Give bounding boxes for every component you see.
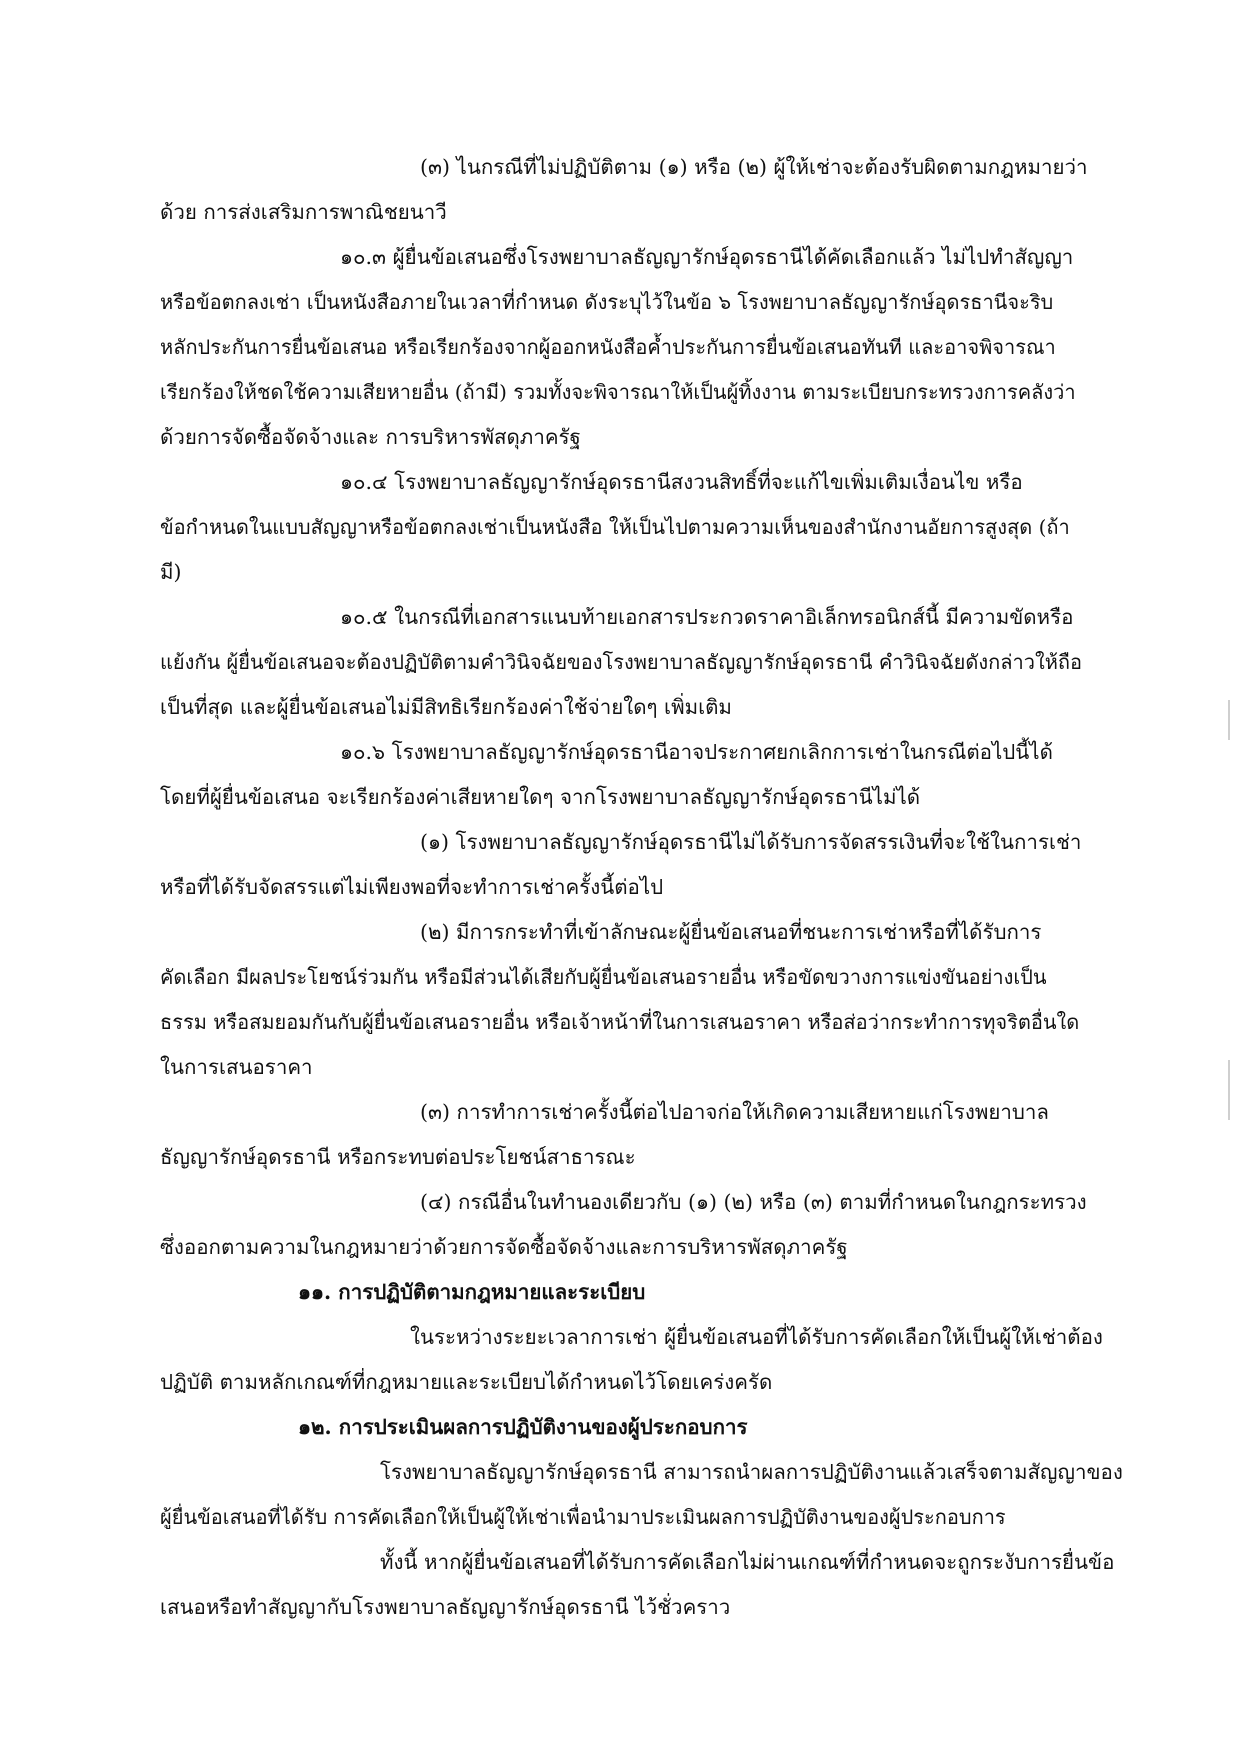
clause-10-6-item-2-line-2: คัดเลือก มีผลประโยชน์ร่วมกัน หรือมีส่วนได้เสียกับผู้ยื่นข้อเสนอรายอื่น หรือขัดขวางการแข่งขันอย่างเป็น (160, 965, 1047, 989)
scan-edge-mark (1228, 1060, 1230, 1120)
clause-10-6-item-2-line-3: ธรรม หรือสมยอมกันกับผู้ยื่นข้อเสนอรายอื่น หรือเจ้าหน้าที่ในการเสนอราคา หรือส่อว่ากระทำการทุจริตอื่นใด (160, 1010, 1080, 1034)
section-12-heading: ๑๒. การประเมินผลการปฏิบัติงานของผู้ประกอบการ (298, 1415, 748, 1439)
clause-10-3-line-1: ๑๐.๓ ผู้ยื่นข้อเสนอซึ่งโรงพยาบาลธัญญารักษ์อุดรธานีได้คัดเลือกแล้ว ไม่ไปทำสัญญา (340, 245, 1074, 269)
clause-10-6-item-3-line-2: ธัญญารักษ์อุดรธานี หรือกระทบต่อประโยชน์สาธารณะ (160, 1145, 636, 1169)
clause-10-5-line-1: ๑๐.๕ ในกรณีที่เอกสารแนบท้ายเอกสารประกวดราคาอิเล็กทรอนิกส์นี้ มีความขัดหรือ (340, 605, 1074, 629)
clause-10-6-item-3-line-1: (๓) การทำการเช่าครั้งนี้ต่อไปอาจก่อให้เกิดความเสียหายแก่โรงพยาบาล (420, 1100, 1049, 1124)
clause-10-3-line-5: ด้วยการจัดซื้อจัดจ้างและ การบริหารพัสดุภาครัฐ (160, 425, 581, 449)
clause-10-6-item-4-line-2: ซึ่งออกตามความในกฎหมายว่าด้วยการจัดซื้อจัดจ้างและการบริหารพัสดุภาครัฐ (160, 1235, 848, 1259)
clause-10-6-line-2: โดยที่ผู้ยื่นข้อเสนอ จะเรียกร้องค่าเสียหายใดๆ จากโรงพยาบาลธัญญารักษ์อุดรธานีไม่ได้ (160, 785, 921, 809)
clause-10-6-item-4-line-1: (๔) กรณีอื่นในทำนองเดียวกับ (๑) (๒) หรือ (๓) ตามที่กำหนดในกฎกระทรวง (420, 1190, 1087, 1214)
clause-10-6-item-1-line-2: หรือที่ได้รับจัดสรรแต่ไม่เพียงพอที่จะทำการเช่าครั้งนี้ต่อไป (160, 875, 664, 899)
clause-10-6-item-2-line-1: (๒) มีการกระทำที่เข้าลักษณะผู้ยื่นข้อเสนอที่ชนะการเช่าหรือที่ได้รับการ (420, 920, 1042, 944)
clause-10-5-line-3: เป็นที่สุด และผู้ยื่นข้อเสนอไม่มีสิทธิเรียกร้องค่าใช้จ่ายใดๆ เพิ่มเติม (160, 695, 732, 719)
clause-10-6-item-1-line-1: (๑) โรงพยาบาลธัญญารักษ์อุดรธานีไม่ได้รับการจัดสรรเงินที่จะใช้ในการเช่า (420, 830, 1082, 854)
clause-10-4-line-1: ๑๐.๔ โรงพยาบาลธัญญารักษ์อุดรธานีสงวนสิทธิ์ที่จะแก้ไขเพิ่มเติมเงื่อนไข หรือ (340, 470, 1023, 494)
clause-10-6-item-2-line-4: ในการเสนอราคา (160, 1055, 313, 1079)
clause-10-6-line-1: ๑๐.๖ โรงพยาบาลธัญญารักษ์อุดรธานีอาจประกาศยกเลิกการเช่าในกรณีต่อไปนี้ได้ (340, 740, 1053, 764)
section-11-line-2: ปฏิบัติ ตามหลักเกณฑ์ที่กฎหมายและระเบียบได้กำหนดไว้โดยเคร่งครัด (160, 1370, 773, 1394)
section-11-line-1: ในระหว่างระยะเวลาการเช่า ผู้ยื่นข้อเสนอที่ได้รับการคัดเลือกให้เป็นผู้ให้เช่าต้อง (410, 1325, 1103, 1349)
clause-10-3-line-3: หลักประกันการยื่นข้อเสนอ หรือเรียกร้องจากผู้ออกหนังสือค้ำประกันการยื่นข้อเสนอทันที และอาจพิจารณา (160, 335, 1056, 359)
clause-10-2-item-3-line-1: (๓) ไนกรณีที่ไม่ปฏิบัติตาม (๑) หรือ (๒) ผู้ให้เช่าจะต้องรับผิดตามกฎหมายว่า (420, 155, 1088, 179)
clause-10-4-line-2: ข้อกำหนดในแบบสัญญาหรือข้อตกลงเช่าเป็นหนังสือ ให้เป็นไปตามความเห็นของสำนักงานอัยการสูงสุด (ถ้า (160, 515, 1070, 539)
section-12-line-1: โรงพยาบาลธัญญารักษ์อุดรธานี สามารถนำผลการปฏิบัติงานแล้วเสร็จตามสัญญาของ (380, 1460, 1123, 1484)
clause-10-3-line-4: เรียกร้องให้ชดใช้ความเสียหายอื่น (ถ้ามี) รวมทั้งจะพิจารณาให้เป็นผู้ทิ้งงาน ตามระเบียบกระทรวงการคลังว่า (160, 380, 1076, 404)
section-12-line-3: ทั้งนี้ หากผู้ยื่นข้อเสนอที่ได้รับการคัดเลือกไม่ผ่านเกณฑ์ที่กำหนดจะถูกระงับการยื่นข้อ (380, 1550, 1115, 1574)
clause-10-3-line-2: หรือข้อตกลงเช่า เป็นหนังสือภายในเวลาที่กำหนด ดังระบุไว้ในข้อ ๖ โรงพยาบาลธัญญารักษ์อุดรธานีจะริบ (160, 290, 1054, 314)
clause-10-4-line-3: มี) (160, 560, 182, 584)
clause-10-5-line-2: แย้งกัน ผู้ยื่นข้อเสนอจะต้องปฏิบัติตามคำวินิจฉัยของโรงพยาบาลธัญญารักษ์อุดรธานี คำวินิจฉัยดังกล่าวให้ถือ (160, 650, 1083, 674)
clause-10-2-item-3-line-2: ด้วย การส่งเสริมการพาณิชยนาวี (160, 200, 447, 224)
section-11-heading: ๑๑. การปฏิบัติตามกฎหมายและระเบียบ (298, 1280, 646, 1304)
section-12-line-4: เสนอหรือทำสัญญากับโรงพยาบาลธัญญารักษ์อุดรธานี ไว้ชั่วคราว (160, 1595, 731, 1619)
scan-edge-mark (1228, 700, 1230, 740)
section-12-line-2: ผู้ยื่นข้อเสนอที่ได้รับ การคัดเลือกให้เป็นผู้ให้เช่าเพื่อนำมาประเมินผลการปฏิบัติงานของผู้ประกอบการ (160, 1505, 1006, 1529)
